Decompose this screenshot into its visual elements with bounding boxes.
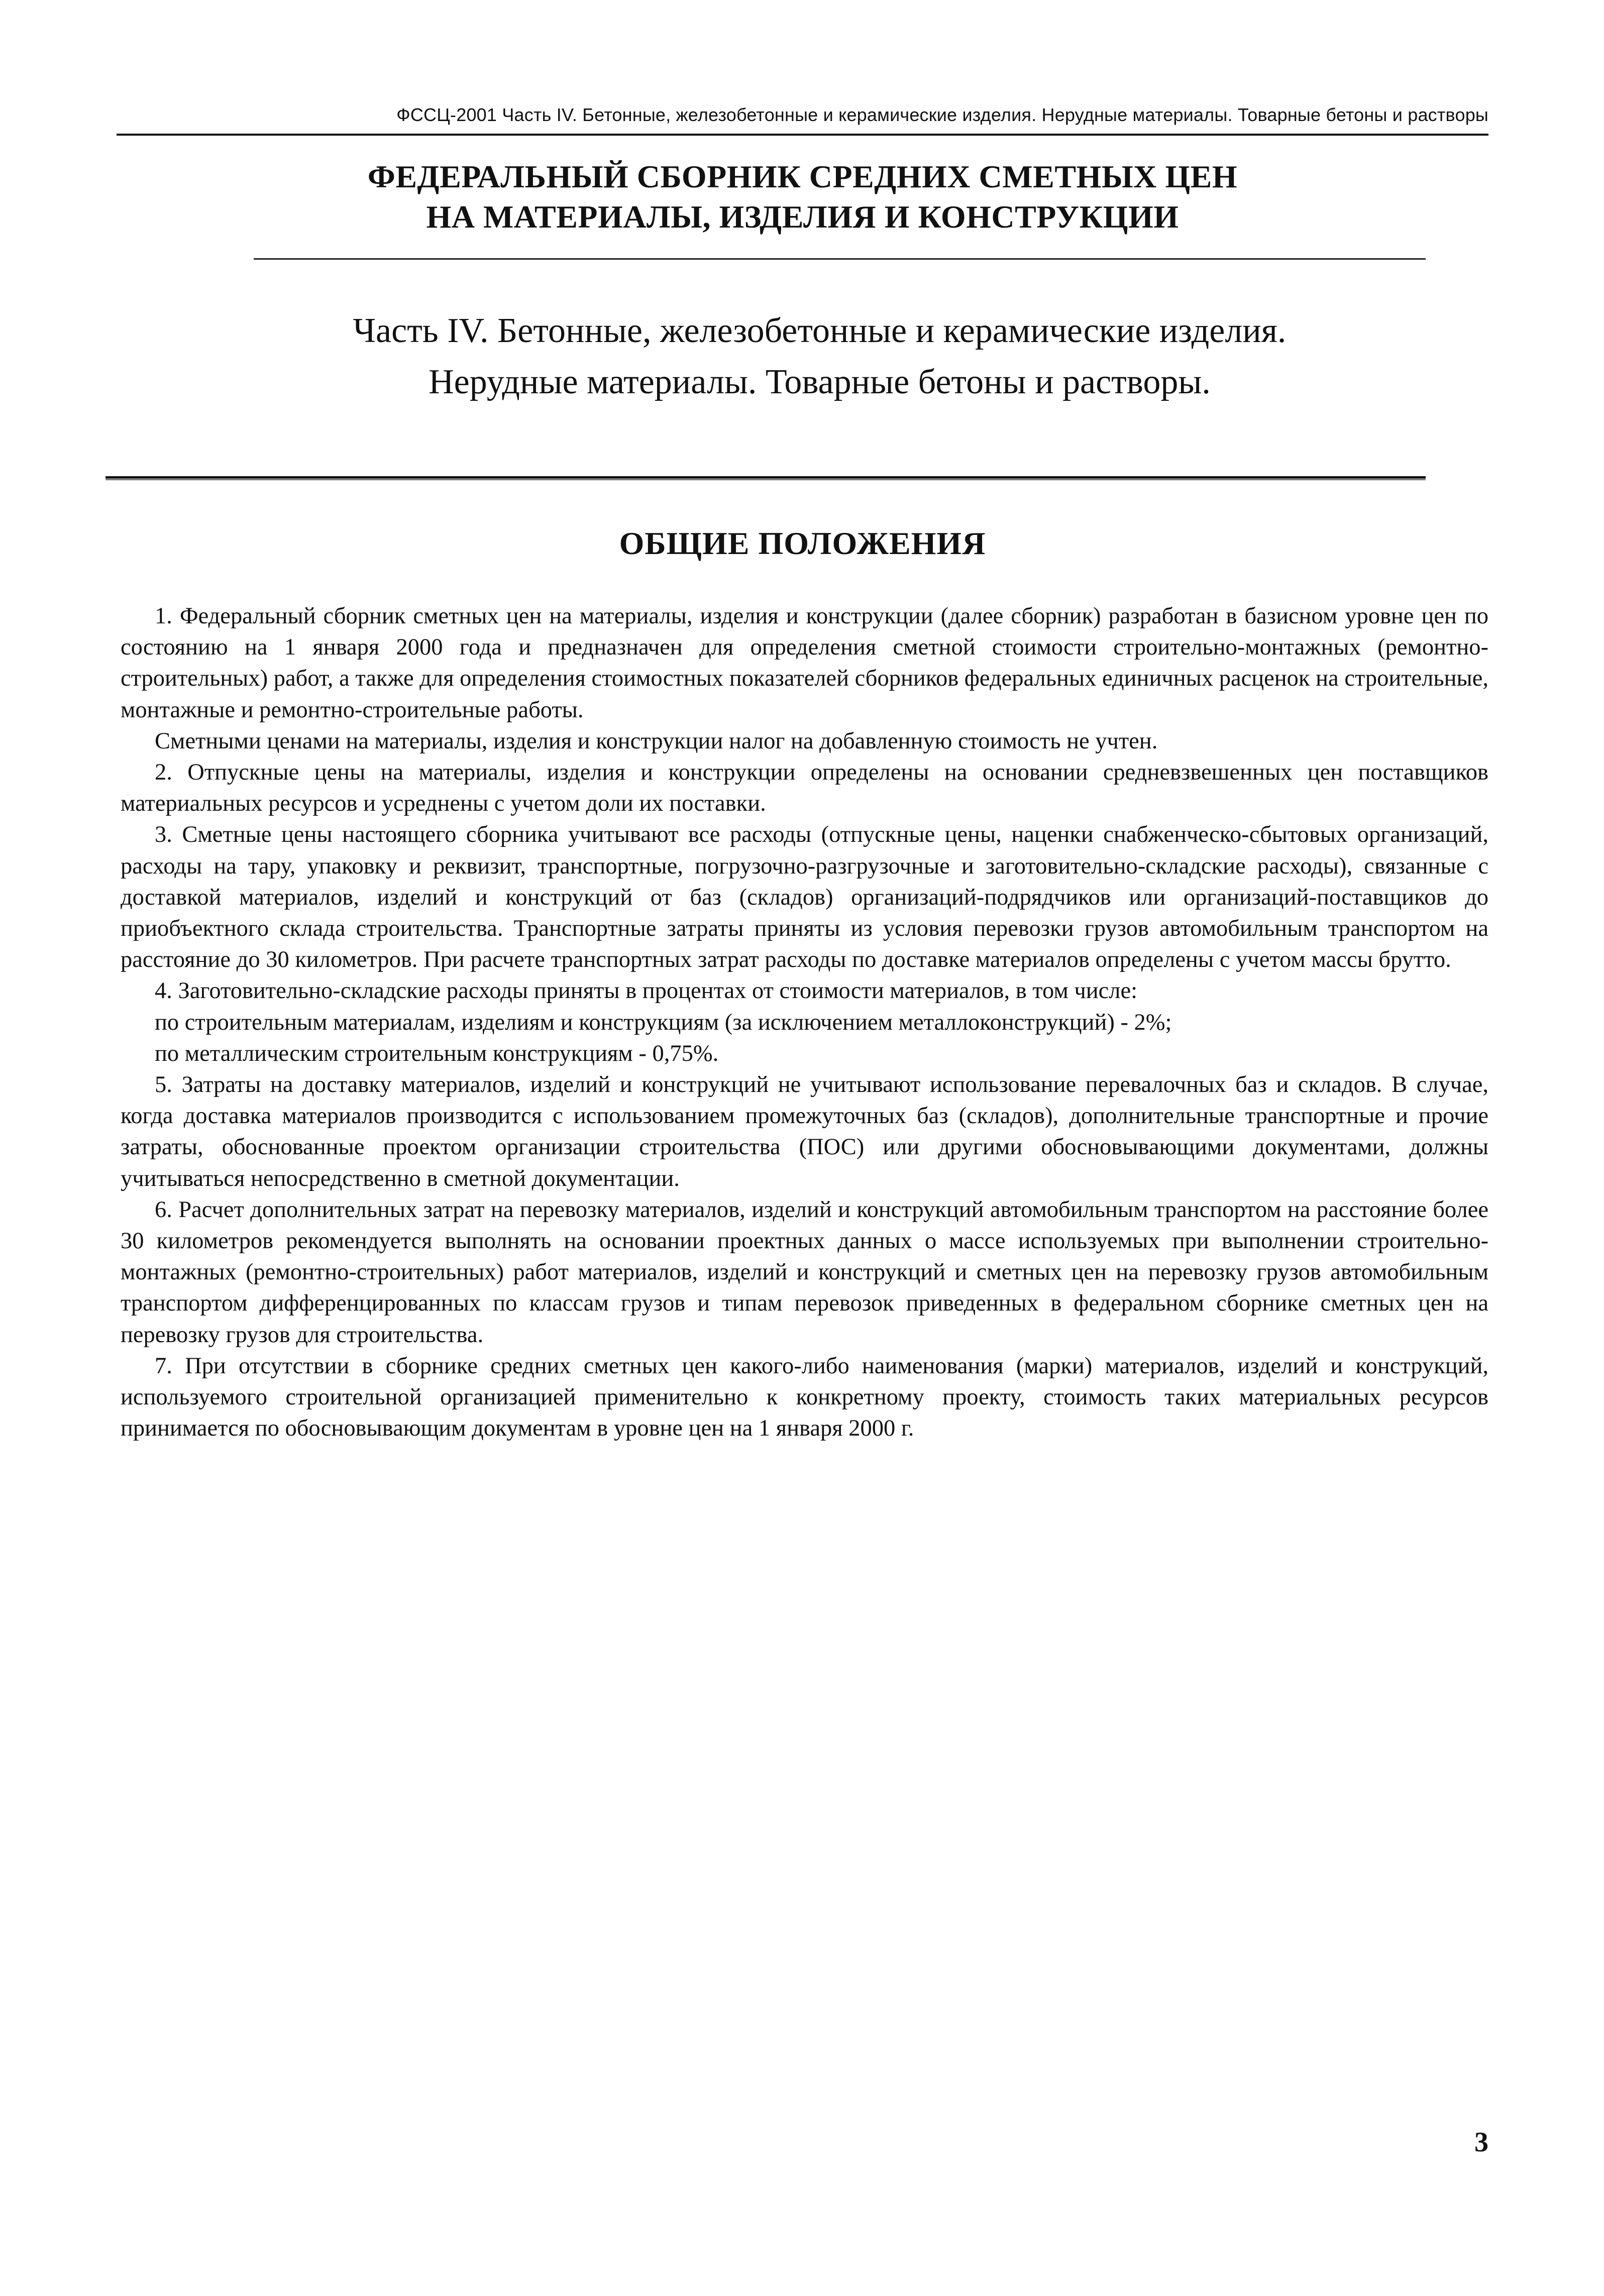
paragraph-7: 7. При отсутствии в сборнике средних сметных цен какого-либо наименования (марки) материалов, изделий и конструкций, используемого строительной организацией применительно к конкретному проекту, стоимость таких материальных ресурсов принимается по обосновывающим документам в уровне цен на 1 января 2000 г. xyxy=(121,1353,1488,1442)
paragraph-1: 1. Федеральный сборник сметных цен на материалы, изделия и конструкции (далее сборник) разработан в базисном уровне цен по состоянию на 1 января 2000 года и предназначен для определения сметной стоимости строительно-монтажных (ремонтно-строительных) работ, а также для определения стоимостных показателей сборников федеральных единичных расценок на строительные, монтажные и ремонтно-строительные работы. xyxy=(121,603,1488,723)
main-title xyxy=(117,157,1488,237)
part-title-line-1: Часть IV. Бетонные, железобетонные и керамические изделия. xyxy=(353,311,1287,350)
title-rule xyxy=(254,258,1426,260)
paragraph-4: 4. Заготовительно-складские расходы приняты в процентах от стоимости материалов, в том числе: xyxy=(155,978,1138,1004)
page-number: 3 xyxy=(1474,2127,1488,2158)
paragraph-3: 3. Сметные цены настоящего сборника учитывают все расходы (отпускные цены, наценки снабженческо-сбытовых организаций, расходы на тару, упаковку и реквизит, транспортные, погрузочно-разгрузочные и заготовительно-складские расходы), связанные с доставкой материалов, изделий и конструкций от баз (складов) организаций-подрядчиков или организаций-поставщиков до приобъектного склада строительства. Транспортные затраты приняты из условия перевозки грузов автомобильным транспортом на расстояние до 30 километров. При расчете транспортных затрат расходы по доставке материалов определены с учетом массы брутто. xyxy=(121,822,1488,973)
section-title: ОБЩИЕ ПОЛОЖЕНИЯ xyxy=(619,525,986,561)
running-header: ФССЦ-2001 Часть IV. Бетонные, железобетонные и керамические изделия. Нерудные материалы. Товарные бетоны и растворы xyxy=(396,104,1488,125)
part-title-line-2: Нерудные материалы. Товарные бетоны и растворы. xyxy=(429,363,1211,401)
paragraph-4-item-2: по металлическим строительным конструкциям - 0,75%. xyxy=(155,1040,719,1066)
part-title xyxy=(151,305,1488,408)
header-rule xyxy=(117,134,1488,136)
paragraph-vat-note: Сметными ценами на материалы, изделия и конструкции налог на добавленную стоимость не учтен. xyxy=(155,728,1158,754)
paragraph-4-item-1: по строительным материалам, изделиям и конструкциям (за исключением металлоконструкций) - 2%; xyxy=(155,1009,1172,1035)
main-title-line-1: ФЕДЕРАЛЬНЫЙ СБОРНИК СРЕДНИХ СМЕТНЫХ ЦЕН xyxy=(367,159,1238,194)
paragraph-5: 5. Затраты на доставку материалов, изделий и конструкций не учитывают использование перевалочных баз и складов. В случае, когда доставка материалов производится с использованием промежуточных баз (складов), дополнительные транспортные и прочие затраты, обоснованные проектом организации строительства (ПОС) или другими обосновывающими документами, должны учитываться непосредственно в сметной документации. xyxy=(121,1072,1488,1191)
main-title-line-2: НА МАТЕРИАЛЫ, ИЗДЕЛИЯ И КОНСТРУКЦИИ xyxy=(426,199,1179,235)
part-rule xyxy=(105,476,1426,480)
paragraph-2: 2. Отпускные цены на материалы, изделия и конструкции определены на основании средневзвешенных цен поставщиков материальных ресурсов и усреднены с учетом доли их поставки. xyxy=(121,759,1488,817)
body-text xyxy=(121,601,1488,1444)
paragraph-6: 6. Расчет дополнительных затрат на перевозку материалов, изделий и конструкций автомобильным транспортом на расстояние более 30 километров рекомендуется выполнять на основании проектных данных о массе используемых при выполнении строительно-монтажных (ремонтно-строительных) работ материалов, изделий и конструкций и сметных цен на перевозку грузов автомобильным транспортом дифференцированных по классам грузов и типам перевозок приведенных в федеральном сборнике сметных цен на перевозку грузов для строительства. xyxy=(121,1196,1488,1348)
